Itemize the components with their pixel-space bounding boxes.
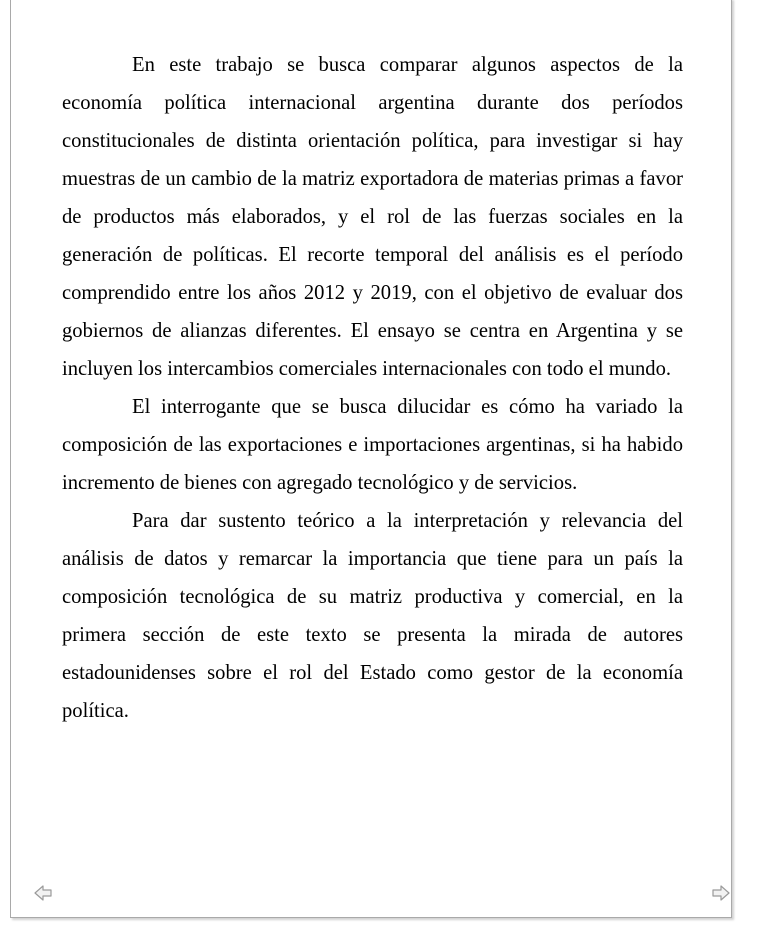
arrow-right-icon[interactable] (711, 883, 731, 903)
document-page (10, 0, 732, 918)
paragraph-2: El interrogante que se busca dilucidar es cómo ha variado la composición de las exportaciones e importaciones argentinas, si ha habido incremento de bienes con agregado tecnológico y de servicios. (62, 396, 683, 494)
paragraph-3: Para dar sustento teórico a la interpretación y relevancia del análisis de datos y remarcar la importancia que tiene para un país la composición tecnológica de su matriz productiva y comercial, en la primera sección de este texto se presenta la mirada de autores estadounidenses sobre el rol del Estado como gestor de la economía política. (62, 510, 683, 722)
arrow-left-icon[interactable] (33, 883, 53, 903)
paragraph-1: En este trabajo se busca comparar algunos aspectos de la economía política internacional argentina durante dos períodos constitucionales de distinta orientación política, para investigar si hay muestras de un cambio de la matriz exportadora de materias primas a favor de productos más elaborados, y el rol de las fuerzas sociales en la generación de políticas. El recorte temporal del análisis es el período comprendido entre los años 2012 y 2019, con el objetivo de evaluar dos gobiernos de alianzas diferentes. El ensayo se centra en Argentina y se incluyen los intercambios comerciales internacionales con todo el mundo. (62, 54, 683, 380)
document-body (62, 46, 683, 730)
